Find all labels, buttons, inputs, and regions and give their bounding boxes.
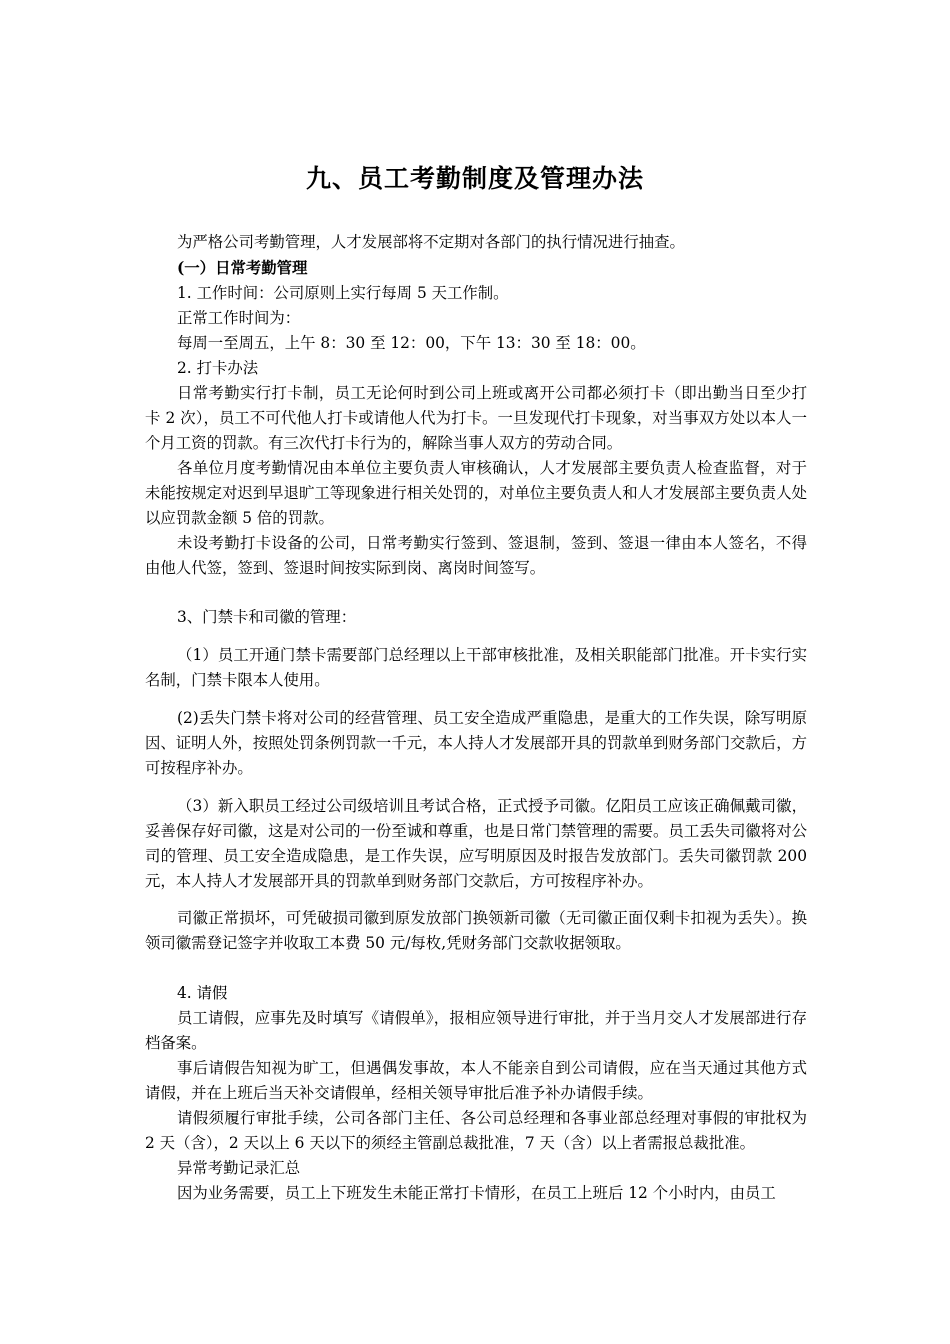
leave-paragraph-3: 请假须履行审批手续，公司各部门主任、各公司总经理和各事业部总经理对事假的审批权为 2 天（含），2 天以上 6 天以下的须经主管副总裁批准，7 天（含）以上者需报总裁批准。 [145, 1109, 807, 1152]
punch-paragraph-2: 各单位月度考勤情况由本单位主要负责人审核确认，人才发展部主要负责人检查监督，对于未能按规定对迟到早退旷工等现象进行相关处罚的，对单位主要负责人和人才发展部主要负责人处以应罚款金额 5 倍的罚款。 [145, 459, 807, 527]
abnormal-attendance-heading: 异常考勤记录汇总 [177, 1159, 301, 1177]
section-heading-daily-attendance: (一）日常考勤管理 [177, 259, 308, 277]
abnormal-paragraph-1: 因为业务需要，员工上下班发生未能正常打卡情形，在员工上班后 12 个小时内，由员工 [177, 1184, 776, 1202]
item-leave: 4. 请假 [177, 984, 228, 1002]
leave-paragraph-1: 员工请假，应事先及时填写《请假单》，报相应领导进行审批，并于当月交人才发展部进行存档备案。 [145, 1009, 807, 1052]
badge-paragraph-1: （1）员工开通门禁卡需要部门总经理以上干部审核批准，及相关职能部门批准。开卡实行实名制，门禁卡限本人使用。 [145, 646, 807, 689]
badge-paragraph-4: 司徽正常损坏，可凭破损司徽到原发放部门换领新司徽（无司徽正面仅剩卡扣视为丢失）。换领司徽需登记签字并收取工本费 50 元/每枚,凭财务部门交款收据领取。 [145, 909, 807, 952]
punch-paragraph-1: 日常考勤实行打卡制，员工无论何时到公司上班或离开公司都必须打卡（即出勤当日至少打卡 2 次），员工不可代他人打卡或请他人代为打卡。一旦发现代打卡现象，对当事双方处以本人一个月工资的罚款。有三次代打卡行为的，解除当事人双方的劳动合同。 [145, 384, 807, 452]
badge-paragraph-3: （3）新入职员工经过公司级培训且考试合格，正式授予司徽。亿阳员工应该正确佩戴司徽，妥善保存好司徽，这是对公司的一份至诚和尊重，也是日常门禁管理的需要。员工丢失司徽将对公司的管理、员工安全造成隐患，是工作失误，应写明原因及时报告发放部门。丢失司徽罚款 200 元，本人持人才发展部开具的罚款单到财务部门交款后，方可按程序补办。 [145, 797, 807, 890]
page-title: 九、员工考勤制度及管理办法 [305, 164, 644, 193]
badge-paragraph-2: (2)丢失门禁卡将对公司的经营管理、员工安全造成严重隐患，是重大的工作失误，除写明原因、证明人外，按照处罚条例罚款一千元，本人持人才发展部开具的罚款单到财务部门交款后，方可按程序补办。 [145, 709, 807, 777]
item-badge-management: 3、门禁卡和司徽的管理： [177, 608, 357, 626]
normal-hours-text: 每周一至周五，上午 8：30 至 12：00，下午 13：30 至 18：00。 [177, 334, 646, 352]
leave-paragraph-2: 事后请假告知视为旷工，但遇偶发事故，本人不能亲自到公司请假，应在当天通过其他方式请假，并在上班后当天补交请假单，经相关领导审批后准予补办请假手续。 [145, 1059, 807, 1102]
item-work-time: 1. 工作时间：公司原则上实行每周 5 天工作制。 [177, 284, 509, 302]
punch-paragraph-3: 未设考勤打卡设备的公司，日常考勤实行签到、签退制，签到、签退一律由本人签名，不得由他人代签，签到、签退时间按实际到岗、离岗时间签写。 [145, 534, 807, 577]
normal-hours-label: 正常工作时间为： [177, 309, 301, 327]
intro-paragraph: 为严格公司考勤管理，人才发展部将不定期对各部门的执行情况进行抽查。 [177, 233, 685, 251]
item-punch-method: 2. 打卡办法 [177, 359, 259, 377]
